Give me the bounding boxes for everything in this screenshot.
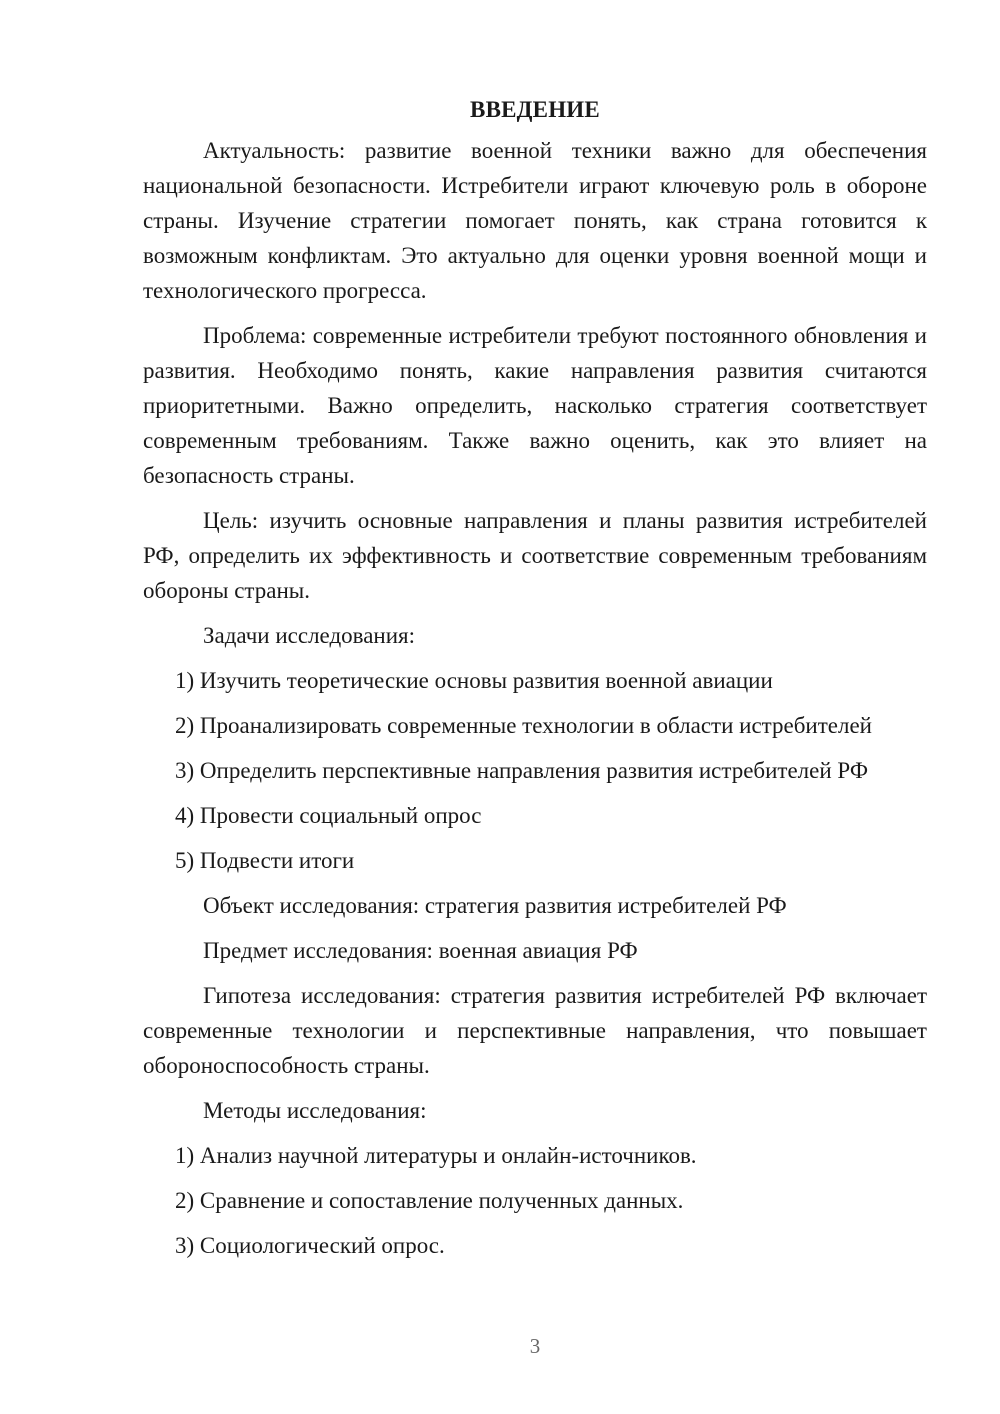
relevance-paragraph: Актуальность: развитие военной техники важно для обеспечения национальной безопасности. Истребители играют ключевую роль в обороне страны. Изучение стратегии помогает понять, как страна готовится к возможным конфликтам. Это актуально для оценки уровня военной мощи и технологического прогресса. [143, 138, 927, 303]
goal-paragraph: Цель: изучить основные направления и планы развития истребителей РФ, определить их эффективность и соответствие современным требованиям обороны страны. [143, 508, 927, 603]
document-page [143, 92, 927, 1273]
tasks-heading: Задачи исследования: [203, 623, 416, 648]
research-object: Объект исследования: стратегия развития истребителей РФ [203, 893, 787, 918]
method-item-1: 1) Анализ научной литературы и онлайн-источников. [175, 1143, 697, 1168]
section-title: ВВЕДЕНИЕ [470, 97, 600, 122]
methods-heading: Методы исследования: [203, 1098, 427, 1123]
method-item-2: 2) Сравнение и сопоставление полученных данных. [175, 1188, 684, 1213]
research-hypothesis: Гипотеза исследования: стратегия развития истребителей РФ включает современные технологии и перспективные направления, что повышает обороноспособность страны. [143, 983, 927, 1078]
task-item-2: 2) Проанализировать современные технологии в области истребителей [175, 713, 872, 738]
method-item-3: 3) Социологический опрос. [175, 1233, 445, 1258]
research-subject: Предмет исследования: военная авиация РФ [203, 938, 638, 963]
task-item-4: 4) Провести социальный опрос [175, 803, 482, 828]
problem-paragraph: Проблема: современные истребители требуют постоянного обновления и развития. Необходимо понять, какие направления развития считаются приоритетными. Важно определить, насколько стратегия соответствует современным требованиям. Также важно оценить, как это влияет на безопасность страны. [143, 323, 927, 488]
page-number: 3 [529, 1334, 541, 1358]
task-item-3: 3) Определить перспективные направления развития истребителей РФ [175, 758, 868, 783]
task-item-1: 1) Изучить теоретические основы развития военной авиации [175, 668, 773, 693]
task-item-5: 5) Подвести итоги [175, 848, 355, 873]
